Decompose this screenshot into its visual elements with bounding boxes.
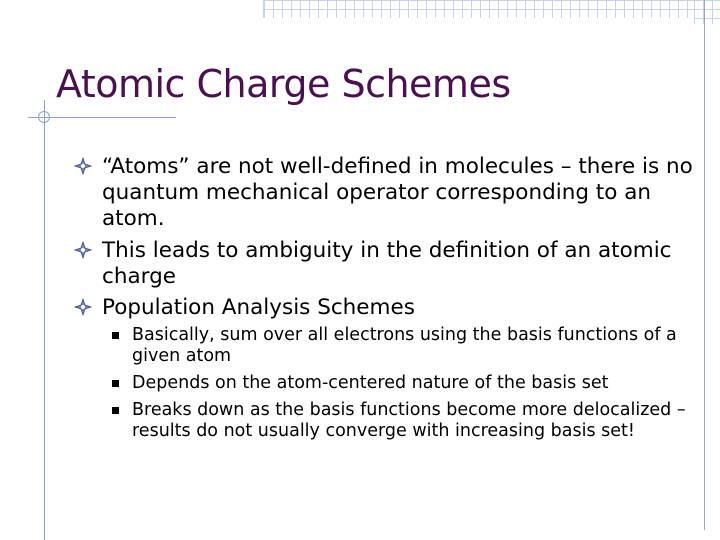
- decorative-horizontal-line: [28, 117, 176, 118]
- flower-bullet-icon: [74, 241, 92, 259]
- bullet-item: [82, 154, 702, 232]
- sub-bullet-text: Depends on the atom-centered nature of the basis set: [132, 373, 609, 393]
- decorative-circle: [38, 111, 50, 123]
- square-bullet-icon: [112, 407, 119, 414]
- decorative-vertical-line: [44, 100, 45, 540]
- bullet-text: Population Analysis Schemes: [102, 295, 415, 320]
- square-bullet-icon: [112, 332, 119, 339]
- sub-bullet-item: [112, 400, 692, 442]
- slide-title: Atomic Charge Schemes: [56, 62, 511, 106]
- bullet-item: [82, 295, 702, 321]
- flower-bullet-icon: [74, 157, 92, 175]
- square-bullet-icon: [112, 380, 119, 387]
- bullet-text: This leads to ambiguity in the definition of an atomic charge: [102, 238, 672, 289]
- sub-bullet-item: [112, 325, 692, 367]
- flower-bullet-icon: [74, 298, 92, 316]
- decorative-grid: [263, 0, 703, 18]
- decorative-grid-corner: [694, 0, 720, 24]
- sub-bullet-item: [112, 373, 692, 394]
- bullet-item: [82, 238, 702, 290]
- decorative-right-line: [704, 0, 705, 530]
- sub-bullet-text: Basically, sum over all electrons using the basis functions of a given atom: [132, 325, 677, 366]
- bullet-text: “Atoms” are not well-defined in molecules – there is no quantum mechanical operator corresponding to an atom.: [102, 154, 693, 231]
- sub-bullet-text: Breaks down as the basis functions become more delocalized – results do not usually converge with increasing basis set!: [132, 400, 686, 441]
